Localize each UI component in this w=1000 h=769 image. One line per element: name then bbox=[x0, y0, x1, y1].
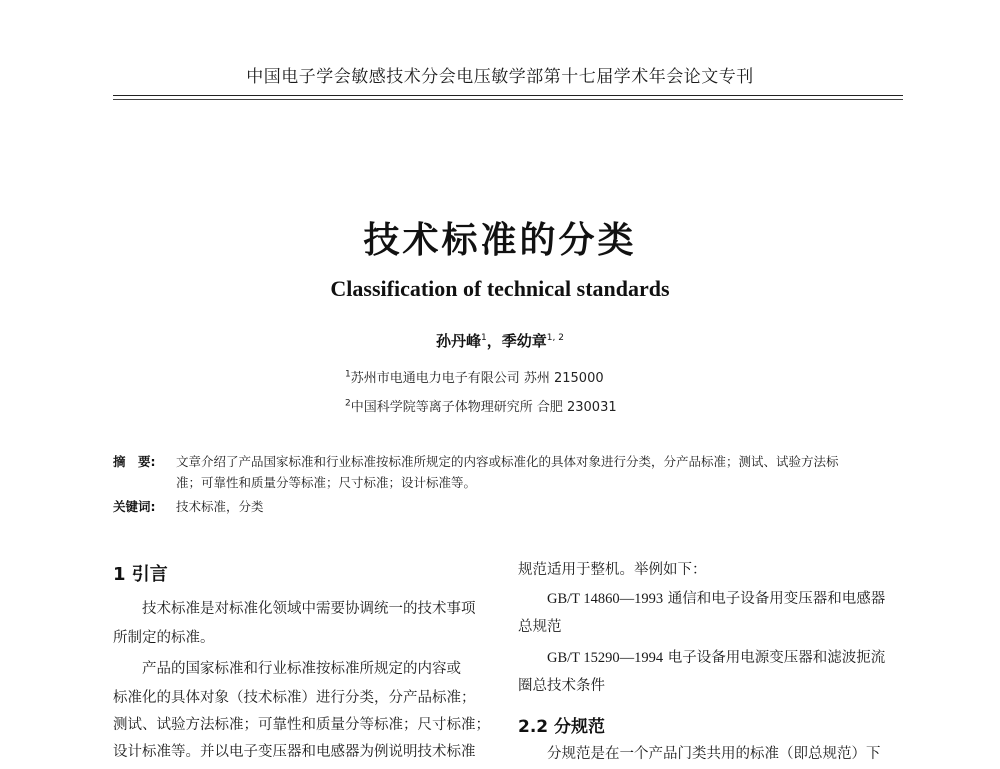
author-1-name: 孙丹峰 bbox=[436, 332, 482, 350]
standard-2-line-1 bbox=[518, 644, 903, 673]
paragraph-1-line-1: 技术标准是对标准化领域中需要协调统一的技术事项 bbox=[142, 601, 476, 617]
affiliation-1-text: 苏州市电通电力电子有限公司 苏州 215000 bbox=[350, 371, 604, 386]
paragraph-2-line-1: 产品的国家标准和行业标准按标准所规定的内容或 bbox=[142, 661, 461, 677]
standard-2-title: 电子设备用电源变压器和滤波扼流 bbox=[663, 650, 886, 666]
paragraph-2-line-2: 标准化的具体对象（技术标准）进行分类，分产品标准； bbox=[113, 690, 476, 706]
standard-1-code: GB/T 14860—1993 bbox=[547, 591, 664, 607]
journal-header: 中国电子学会敏感技术分会电压敏学部第十七届学术年会论文专刊 bbox=[246, 67, 754, 87]
section-1-heading: 1 引言 bbox=[113, 564, 168, 585]
author-line bbox=[0, 330, 1000, 351]
header-rule-top bbox=[113, 95, 903, 96]
author-1-sup: 1 bbox=[481, 333, 487, 343]
abstract-line-1: 文章介绍了产品国家标准和行业标准按标准所规定的内容或标准化的具体对象进行分类，分产品标准；测试、试验方法标 bbox=[176, 454, 839, 469]
author-2-name: 季幼章 bbox=[501, 332, 547, 350]
abstract-label: 摘 要: bbox=[113, 454, 156, 469]
right-top-line: 规范适用于整机。举例如下： bbox=[518, 562, 707, 578]
standard-1-line-2: 总规范 bbox=[518, 619, 562, 635]
paper-title-cn: 技术标准的分类 bbox=[363, 220, 637, 261]
author-2-sup: 1, 2 bbox=[546, 333, 564, 343]
author-separator: ， bbox=[486, 332, 502, 350]
affiliation-2-sup: 2 bbox=[345, 398, 351, 409]
standard-1-line-1 bbox=[518, 585, 903, 614]
abstract-line-2: 准；可靠性和质量分等标准；尺寸标准；设计标准等。 bbox=[176, 475, 477, 490]
affiliation-1 bbox=[345, 367, 604, 386]
affiliation-2 bbox=[345, 396, 617, 415]
paragraph-1-line-2: 所制定的标准。 bbox=[113, 630, 215, 646]
paragraph-2-line-3: 测试、试验方法标准；可靠性和质量分等标准；尺寸标准； bbox=[113, 717, 490, 733]
keywords-text: 技术标准，分类 bbox=[176, 499, 264, 514]
section-2-2-heading: 2.2 分规范 bbox=[518, 717, 606, 737]
header-rule-bottom bbox=[113, 99, 903, 100]
standard-2-line-2: 圈总技术条件 bbox=[518, 678, 605, 694]
keywords-label: 关键词: bbox=[113, 499, 156, 514]
affiliation-1-sup: 1 bbox=[345, 369, 351, 380]
paragraph-2-line-4: 设计标准等。并以电子变压器和电感器为例说明技术标准 bbox=[113, 744, 476, 760]
paper-title-en: Classification of technical standards bbox=[330, 276, 670, 301]
affiliation-2-text: 中国科学院等离子体物理研究所 合肥 230031 bbox=[350, 400, 617, 415]
standard-1-title: 通信和电子设备用变压器和电感器 bbox=[663, 591, 886, 607]
standard-2-code: GB/T 15290—1994 bbox=[547, 650, 664, 666]
right-last-line: 分规范是在一个产品门类共用的标准（即总规范）下 bbox=[547, 746, 881, 762]
